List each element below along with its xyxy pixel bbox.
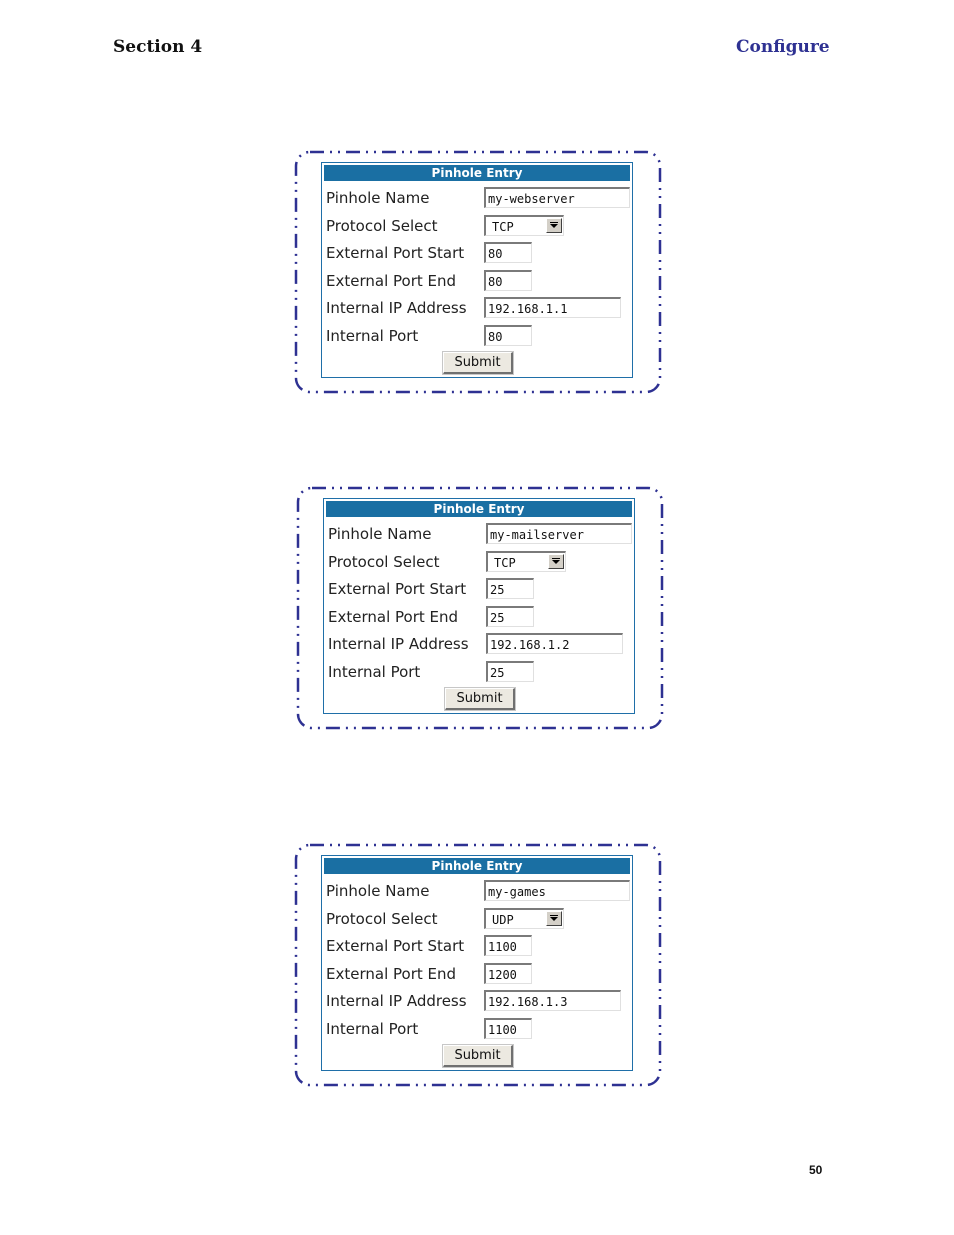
- protocol-selected-value: TCP: [494, 556, 516, 570]
- chevron-down-icon: [550, 224, 558, 228]
- internal-port-row: [326, 325, 628, 347]
- external-port-start-input[interactable]: 25: [486, 578, 534, 599]
- internal-ip-input[interactable]: 192.168.1.2: [486, 633, 623, 654]
- pinhole-name-row: [328, 523, 630, 545]
- external-port-start-row: [326, 935, 628, 957]
- external-port-end-label: External Port End: [328, 608, 459, 626]
- protocol-select-row: [326, 908, 628, 930]
- external-port-end-row: [326, 270, 628, 292]
- internal-ip-label: Internal IP Address: [326, 992, 467, 1010]
- submit-button[interactable]: Submit: [443, 1045, 513, 1067]
- submit-button[interactable]: Submit: [443, 352, 513, 374]
- protocol-select-label: Protocol Select: [326, 910, 438, 928]
- external-port-start-row: [326, 242, 628, 264]
- pinhole-entry-form: [323, 498, 635, 714]
- external-port-start-input[interactable]: 1100: [484, 935, 532, 956]
- dropdown-arrow-button[interactable]: [548, 554, 564, 569]
- internal-ip-label: Internal IP Address: [326, 299, 467, 317]
- protocol-select-dropdown[interactable]: [484, 215, 564, 236]
- pinhole-name-input[interactable]: my-games: [484, 880, 630, 901]
- external-port-end-input[interactable]: 25: [486, 606, 534, 627]
- internal-port-input[interactable]: 1100: [484, 1018, 532, 1039]
- internal-ip-row: [328, 633, 630, 655]
- dropdown-bar-icon: [550, 222, 558, 223]
- section-heading: Section 4: [113, 37, 203, 57]
- protocol-selected-value: UDP: [492, 913, 514, 927]
- dropdown-arrow-button[interactable]: [546, 218, 562, 233]
- internal-port-row: [326, 1018, 628, 1040]
- page-number: 50: [809, 1163, 823, 1177]
- pinhole-name-row: [326, 880, 628, 902]
- internal-port-label: Internal Port: [326, 327, 419, 345]
- pinhole-name-label: Pinhole Name: [326, 882, 430, 900]
- pinhole-name-label: Pinhole Name: [326, 189, 430, 207]
- protocol-select-dropdown[interactable]: [484, 908, 564, 929]
- internal-port-label: Internal Port: [326, 1020, 419, 1038]
- pinhole-name-input[interactable]: my-webserver: [484, 187, 630, 208]
- internal-port-input[interactable]: 25: [486, 661, 534, 682]
- internal-ip-input[interactable]: 192.168.1.3: [484, 990, 621, 1011]
- form-title: Pinhole Entry: [324, 165, 630, 181]
- form-title: Pinhole Entry: [326, 501, 632, 517]
- submit-button[interactable]: Submit: [445, 688, 515, 710]
- internal-ip-input[interactable]: 192.168.1.1: [484, 297, 621, 318]
- dropdown-arrow-button[interactable]: [546, 911, 562, 926]
- protocol-select-row: [328, 551, 630, 573]
- protocol-select-label: Protocol Select: [326, 217, 438, 235]
- external-port-end-input[interactable]: 80: [484, 270, 532, 291]
- external-port-start-label: External Port Start: [328, 580, 467, 598]
- pinhole-entry-form: [321, 855, 633, 1071]
- pinhole-name-label: Pinhole Name: [328, 525, 432, 543]
- external-port-end-input[interactable]: 1200: [484, 963, 532, 984]
- protocol-select-label: Protocol Select: [328, 553, 440, 571]
- pinhole-name-input[interactable]: my-mailserver: [486, 523, 632, 544]
- chapter-heading: Configure: [736, 37, 830, 57]
- pinhole-entry-callout: [296, 486, 664, 730]
- internal-ip-label: Internal IP Address: [328, 635, 469, 653]
- chevron-down-icon: [552, 560, 560, 564]
- external-port-start-row: [328, 578, 630, 600]
- internal-port-label: Internal Port: [328, 663, 421, 681]
- pinhole-name-row: [326, 187, 628, 209]
- external-port-end-label: External Port End: [326, 272, 457, 290]
- pinhole-entry-callout: [294, 843, 662, 1087]
- internal-port-input[interactable]: 80: [484, 325, 532, 346]
- dropdown-bar-icon: [550, 915, 558, 916]
- protocol-selected-value: TCP: [492, 220, 514, 234]
- external-port-start-label: External Port Start: [326, 244, 465, 262]
- form-title: Pinhole Entry: [324, 858, 630, 874]
- internal-port-row: [328, 661, 630, 683]
- external-port-end-row: [326, 963, 628, 985]
- internal-ip-row: [326, 297, 628, 319]
- pinhole-entry-callout: [294, 150, 662, 394]
- chevron-down-icon: [550, 917, 558, 921]
- protocol-select-row: [326, 215, 628, 237]
- external-port-start-label: External Port Start: [326, 937, 465, 955]
- internal-ip-row: [326, 990, 628, 1012]
- external-port-end-row: [328, 606, 630, 628]
- pinhole-entry-form: [321, 162, 633, 378]
- external-port-start-input[interactable]: 80: [484, 242, 532, 263]
- protocol-select-dropdown[interactable]: [486, 551, 566, 572]
- external-port-end-label: External Port End: [326, 965, 457, 983]
- dropdown-bar-icon: [552, 558, 560, 559]
